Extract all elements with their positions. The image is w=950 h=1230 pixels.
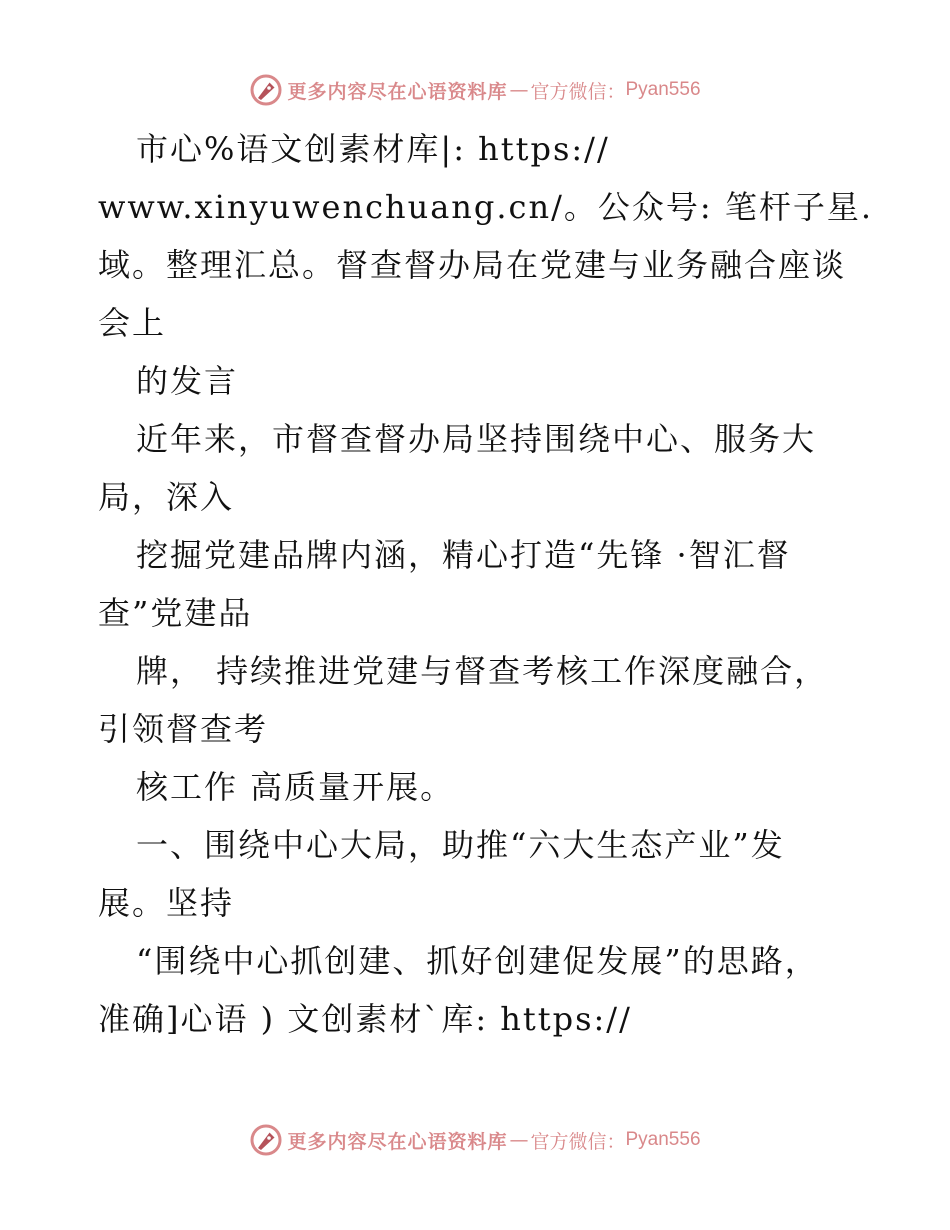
header-watermark-banner [0,70,950,110]
text-line: 核工作 高质量开展。 [136,768,455,806]
pen-nib-logo-icon [249,1123,283,1157]
banner-dash: — [509,79,529,101]
pen-nib-logo-icon [249,73,283,107]
text-line: 一、围绕中心大局，助推“六大生态产业”发 [136,826,785,864]
text-line: 市心%语文创素材库|: https:// [136,130,610,168]
text-line: 引领督查考 [98,710,269,748]
text-line: 会上 [98,304,167,342]
text-line: 近年来，市督查督办局坚持围绕中心、服务大 [136,420,817,458]
text-line: “围绕中心抓创建、抓好创建促发展”的思路， [136,942,819,980]
banner-wechat-id: Pyan556 [625,79,701,100]
banner-official-label: 官方微信： [530,80,626,103]
banner-main-text: 更多内容尽在心语资料库 [287,1130,508,1153]
text-line: 域。整理汇总。督查督办局在党建与业务融合座谈 [98,246,847,284]
text-line: 挖掘党建品牌内涵，精心打造“先锋 ·智汇督 [136,536,791,574]
footer-watermark-banner [0,1120,950,1160]
banner-dash: — [509,1129,529,1151]
text-line: www.xinyuwenchuang.cn/。公众号: 笔杆子星. [98,188,873,226]
text-line: 查”党建品 [98,594,253,632]
document-body [98,120,873,1048]
text-line: 牌， 持续推进党建与督查考核工作深度融合， [136,652,829,690]
text-line: 局，深入 [98,478,235,516]
banner-wechat-id: Pyan556 [625,1129,701,1150]
banner-main-text: 更多内容尽在心语资料库 [287,80,508,103]
text-line: 的发言 [136,362,239,400]
text-line: 展。坚持 [98,884,235,922]
banner-official-label: 官方微信： [530,1130,626,1153]
text-line: 准确]心语 ) 文创素材`库: https:// [98,1000,632,1038]
